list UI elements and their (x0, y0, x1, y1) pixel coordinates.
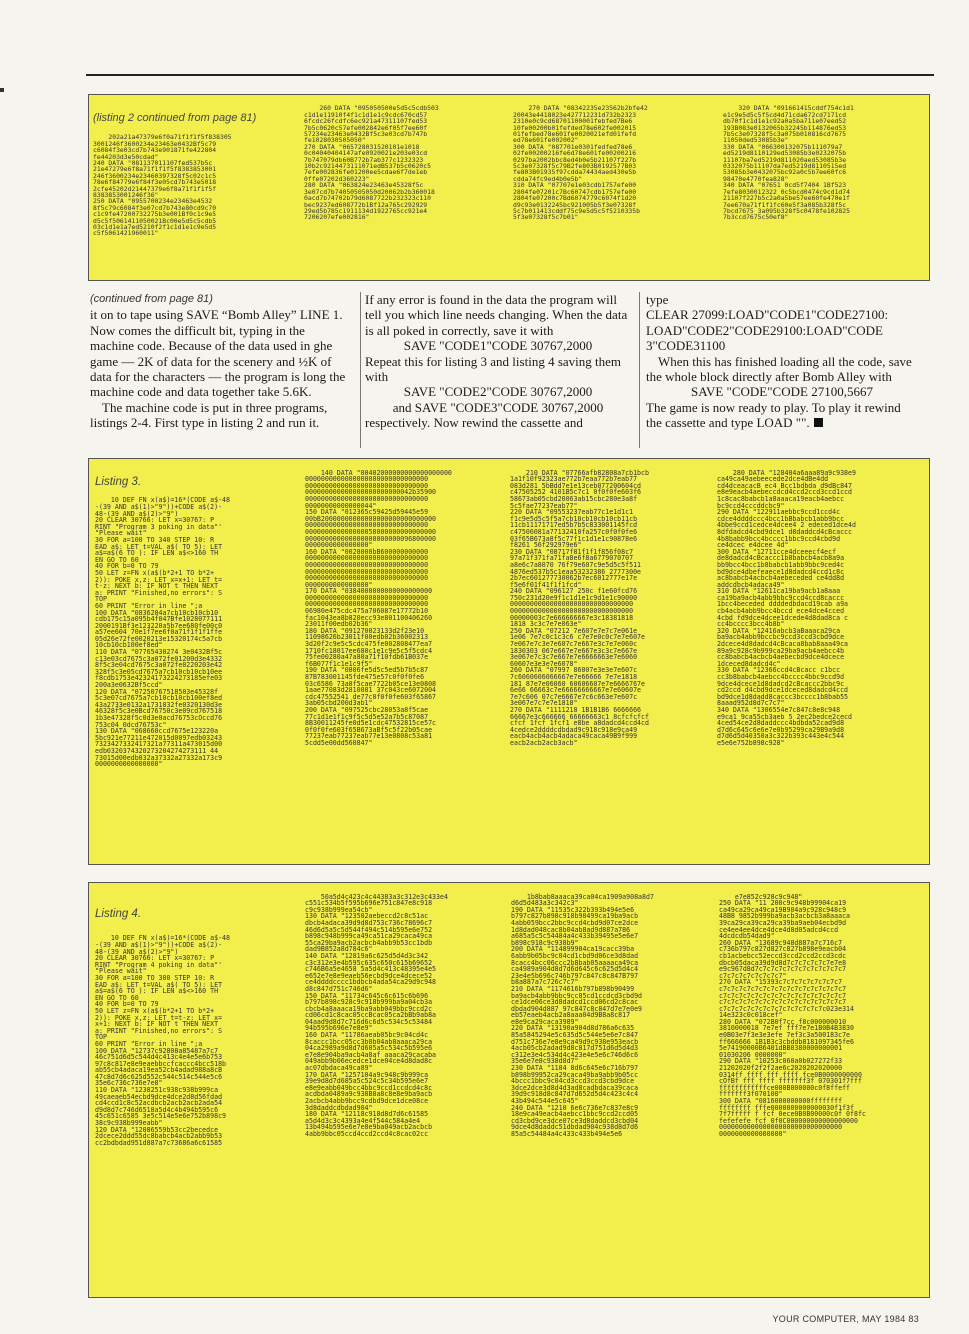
listing-2-code-3: 270 DATA "08342235e23562b2bfe42 20043e4418023e427712231d732b2323 2310e0c9cd68701100001febfed7Be6 10fe00200b01fefded78e602fe002015 01fefbed78e601fe0020021efd01fefd ed78e601fe002002" 300 DATA "087701e0301fedfed78e6 02fe00200216fe6d78e601fe00200216 0297ba2002bbc8ed4b0e5b21107f227b 5c3e07328f5c79B2fe803B0192577B03 fe803B01935f97cdda74434aed430e5b cdda74fc9ed4b0e5b" 310 DATA "07707e1e03cdb1757efe00 2804fe07201c7Bc60747cdb1757efe00 2804fe07200c7Bd6074779c6074f1d20 d9c93e0132245bc921005b5f3e07328f 5c7b011413cddf75c9e5d5c5f5210335b 5f3e07328f5c7b01" (513, 104, 648, 222)
listing-2-continued-header: (listing 2 continued from page 81) (93, 111, 257, 124)
article-column-2 (365, 292, 631, 450)
listing-2-column-1 (93, 99, 296, 243)
listing-4-header: Listing 4. (95, 908, 142, 921)
page-edge-mark (0, 88, 4, 92)
listing-3-column-3 (510, 463, 714, 753)
continued-from-label: (continued from page 81) (90, 293, 213, 305)
listing-4-column-1 (95, 887, 297, 1153)
listing-2-column-2 (304, 99, 507, 227)
listing-2-continued-box (88, 94, 930, 281)
save-command: SAVE "CODE"CODE 27100,5667 (691, 384, 873, 400)
listing-4-code-1: 10 DEF FN x(a$)=16*(CODE a$-48 -(39 AND a$(1)>"9"))+CODE a$(2)- 48-(39 AND a$(2)>"9") 20 CLEAR 30766: LET x=30767: P RINT "Program 4 poking in data"' "Please wait" 30 FOR a=100 TO 300 STEP 10: R EAD a$: LET t=VAL a$( TO 5): LET a$=a$(6 TO ): IF LEN a$<>160 TH EN GO TO 60 40 FOR b=0 TO 79 50 LET z=FN x(a$(b*2+1 TO b*2+ 2)): POKE x,z: LET t=t-z: LET x= x+1: NEXT b: IF NOT t THEN NEXT a: PRINT "Finished,no errors": S TOP 60 PRINT "Error in line ";a 100 DATA "12737c92808a85487a7c7 46c751d6d5c544d4c413c4e4e5e6b753 97c8c817e8e9eaebbccfcaccc4bcc518b ab55cb4adaca19ea52cb4adad988a8cB 47c8d7d6c625d552c544c514c544e5c6 35e6c736c736e7e8" 110 DATA "1238251c938c938b999ca 49caeaeb54ecbd9dce4dce2d8d56fdad cd4ccd1c8c52acdbcb2acb2acb2ada54 d9d8d7c746d6518a5d4c4b494b595c6 45c651c6585 3e5c514e5e6e752b898c9 38c9c938b999eabb" 120 DATA "12086559b53cc2becedce 2dcece2ddd55dc8babcb4acb2abb9b53 cc2bdbdad951d887a7c73686a6c61585 (95, 934, 230, 1147)
top-rule (86, 74, 934, 76)
article-column-3 (646, 292, 918, 450)
listing-3-column-4 (717, 463, 927, 753)
listing-3-code-2: 140 DATA "00402000000000000000000 0000000000000000000000000000000 0000000000000000000000000000000 000000000000000000000000042b35900 0000000000000000000000000000000 00000000000000044" 150 DATA "012365c59425d59445e59 00bB20000000000000000000000000000 0000000000000000000000000000000 000000000000000058000000000000000 000000000000000000000000096800000 0000000000000000" 160 DATA "0028000bB600000000000 0000000000000000000000000000000 0000000000000000000000000000000 0000000000000000000000000000000 0000000000000000000000000000000 0000000000000000" 170 DATA "0384000000000000000000 0000000000000000000000000000000 0000000000000000000000000000000 06980e475cdc475a706087e17772b10 fac1043ea8b820ecc93e801100406260 23011f00edb02b36" 180 DATA "091270023133d2f23e10 11098626b23011f00edb02b36002313 3d20f2c9e5c5cdc475fe002808477ea7 1710fc18017ee680c1e1c9e5c5f5cdc4 75fe00280a47a80a71f10fdb61B037e f6B077f1c1e1c9f5" 190 DATA "0806fe5d5c5ed5b7b5c87 87B783001145fde475e57c0f0f0fe6 03c6586 73a8f5cae7722b05ce13e0808 1aae77083d2810081 37c043ce6072004 cdc47552541 de77c0f0f0fe603f65867 3ab05cbd200d3ab1" 200 DATA "097525cbc28053a8f5cae 77c1d1e1f1c9f5c5d5e52a7b5c87087 8B30011245fe0d5e1cdc47532815ce57c 0f0f0fe603f65B673aBf5c5f22b05cae 77237eab77237eab77e13e0808c53a81 5cdd5e00dd560847" (305, 468, 452, 747)
listing-3-code-3: 210 DATA "07766afb82808a7cb1bcb 1a1f10f92323ae772b7eaa772b7eab77 083d281 5bBdd7e1e13ceb077200604cd c47505252 4101B5c7c1 0f0f0fe603f6 58673ab05cbd20063ab15cbc280e3a8f 5c5fae77237eab77" 220 DATA "09553237eab77c1e1d1c1 f1c9e5d5c5f5a7cb10cb10cb10cb11cb 11cb11171717ed5b7b5c833001145fcd c47506081a77132410fa257c0f0f0fe6 03f65B673a8f5c77f1c1d1e1c90878e6 f8261 56f292979e6" 230 DATA "08717f81f1f1f856f08c7 97a71f371fa71fa8e6f8a6779070707 a8e6c7a8070 76f79e607c9e5d5c5f511 4876ed537b5c1eaa53232386 2777300e 2b7ec601277730062b7ec6012777e17e f5e6f01f41f1f1fcd" 240 DATA "096127 250c f1e60fcd76 750c231d20e9f1c1d1e1c9d1e1c90000 0000000000000000000000000000000 0000000000000000000000000000000 00000003c7e666666667e3c18381818 1818 3c3c7e7e063e" 250 DATA "07212 7e607e7e7c7e061e 1e06 7e7c0c1c3c6 c7e7e0c0c7e7e607e 7e067e7c3e7e607c7e667e3c7e7e060c 1830303 067e667e7e667e3c3c7e667e 3e067e7c3c7e667e7e6666663e7e6060 60607e3e3e7e6078" 260 DATA "07997 86007e3e3e7e607c 7c6060606066667e7e66666 7e7e1818 181 87e7e06060 60606607e7e6666767e 6e66 66663c7e66666666667e7e60607e 7e7c606 07c7e6667e7c6c663e7e607c 3e067e7c7e7e1818" 270 DATA "1111218 1B1B1B6 6666666 66667e3c666666 66666663c1 8cfcfcfcf cfcf 1fcf 1fcf1 e8be a8dadcd4ccd4cd 4cedce2ddddcdbdad9c918c918e9ca49 eacb4acb4acb4adaca49caca49B9f999 eacb2acb2acb3acb" (510, 468, 649, 747)
column-divider (360, 292, 361, 448)
load-command: CLEAR 27099:LOAD"CODE1"CODE27100: LOAD"CODE2"CODE29100:LOAD"CODE 3"CODE31100 (646, 307, 889, 354)
article-paragraph: The machine code is put in three programs, listings 2-4. First type in listing 2 and run it. (90, 399, 328, 431)
article-paragraph: When this has finished loading all the code, save the whole block directly after Bomb Alley with (646, 353, 912, 385)
article-paragraph: If any error is found in the data the program will tell you which line needs changing. When the data is all poked in correctly, save it with (365, 292, 628, 338)
listing-2-code-1: 202a21a47379e6f0a71f1f1f5f838305 3001246f3600234e23463e0432Bf5c79 c6084f3e03cd7b743e901871fe422804 fe44203d3e50cdad" 240 DATA "081137011107fed537b5c 21e47279e6f8a71f1f1f5f8383853001 246f3600234e23460397328f5c02c1c5 78e6f84779e6f84f3e05cd7b743e5018 2cfe45202d21447379e6f8a71f1f1f5f 8383853001246f36" 250 DATA "0955700234e23463e4532 8f5c79c6084f3e07cd7b743e80cd9c70 c1c9fe47200732275b3e001Bf0c1c9e5 d5c5f5061411050021Bc00e5d5c5cdb5 03c1d1e1a7ed5210f2f1c1d1e1c9e5d5 c5f5061421960011" (93, 133, 232, 238)
article-paragraph: it on to tape using SAVE “Bomb Alley” LINE 1. Now comes the difficult bit, typing in the machine code. Because of the data used in ghe game — 2K of data for the scenery and ½K of data for the characters — the program is long the machine code and data together take 5.6K. (90, 307, 346, 400)
listing-4-column-2 (305, 887, 505, 1144)
listing-2-column-4 (723, 99, 929, 227)
page-footer: YOUR COMPUTER, MAY 1984 83 (772, 1314, 919, 1324)
listing-3-code-1: 10 DEF FN x(a$)=16*(CODE a$-48 -(39 AND a$(1)>"9"))+CODE a$(2)- 48-(39 AND a$(2)>"9") 20 CLEAR 30766: LET x=30767: P RINT "Program 3 poking in data"' "Please wait" 30 FOR a=100 TO 340 STEP 10: R EAD a$: LET t=VAL a$( TO 5): LET a$=a$(6 TO ): IF LEN a$<>160 TH EN GO TO 60 40 FOR b=0 TO 79 50 LET z=FN x(a$(b*2+1 TO b*2+ 2)): POKE x,z: LET x=x+1: LET t= t-z: NEXT b: IF NOT t THEN NEXT a: PRINT "Finished,no errors": S TOP 60 PRINT "Error in line ";a 100 DATA "0836204a7cb10cb10cb10 cdb175c15a095b4f047Bfe1028077111 2000191Bf3e123220a5b7ee680fe00c0 a57ee604 70e1f7ee6f0a71f1f1f1ffe 05d26e72fe0020213e15320174c5a7cb 10cb10cb100ef8ed" 110 DATA "07765430274 3e0432Bf5c c13e03cd7675c3a072fe01200d3e4332 8f5c3e04cd7675c3a072fe0220203e42 328f5c3e05cd7675a7cb10cb10cb10ee f8cdb1753e42324173224273185efe03 200a3e0632Bf5ccd" 120 DATA "07250767518503e45328f 5c3e07cd7675a7cb10cb10cb100ef8ed 43a2733e0132a1731832fe0320130d3e 46328f5c3e0Bcd76750c3e09cd767518 1b3e47328f5c0d3e0acd76753cOccd76 753c04 0dcd76753c" 130 DATA "068660ccd7675e123220a 5bc921e77211e472015d0097edb03243 7323427332417321a77311a473015d00 edb0320374320273204274273111 44 73015d00edb032a37332a27332a173c9 0000000000000000" (95, 496, 230, 769)
listing-2-code-4: 320 DATA "091661415cddf754c1d1 e1c9e5d5c5f5cd4d71cda672cd7171cd db70f1c1d1e1c92a0a5ba711e07eed52 193B083e0132065b32245b114876ed53 7b5c3e07328f5c3a075b010816cd7675 11050ded53085b3e" 330 DATA "066300132075b111079a7 ed5219d8110129ed53085b3e0232075b 11107ba7ed5219d811020aed53085b3e 0332075b11107da7ed5219d8110515ed 53085b3e0432075bc92a0c5b7ee60fc6 98470e4770fea828" 340 DATA "07651 0cd5f7404 1Bf523 7efe8030012322 0c5bcd0474c9cd1d74 21107f227b5c2a0a5be57ee60fe470e1f 7ee670a71f1f1fc60e5f3a085b328f5c 7bcd7675 3a095b328f5c0478fe102825 7b3ccd7675c50ef8" (723, 104, 854, 222)
listing-3-box (88, 458, 930, 865)
listing-4-box (88, 882, 930, 1298)
article-paragraph (646, 400, 918, 431)
article-paragraph: respectively. Now rewind the cassette and (365, 415, 583, 431)
listing-4-code-3: 1b8bab8aaaca39ca04ca1909a908a8d7 d6d5d483a3c342c3" 190 DATA "11535c322b393b494e5e6 b797c827b898c918b90499ca19ba9acb 4abb059bcc2bbc9ccd4cbd9d07ce2dce 1d8dad048cac8b04ab8ad9d887a786 a685a5c5c54484a4c433b39495e5e6e7 b898c918c9c938b9" 200 DATA "114899904ca19cacc39ba 6abb9b05bc9c04cd1cbd9d06ce3d8dad 8cacc4bcc06ccc2b8bab05aaaaca49ca ca4989a904d8d7d6d645c6c625d5d4c4 23e4e5b696c746b797c847c8c847B797 b8a887a7c726c7c7" 210 DATA "1174616b797b898b90499 ba9acb4abb9bbc9cc05cd1ccdcd3cbd9d ce1dce06ce3d8dadcd1ccd06cd2c8cac dbdad904d887 97c847c8c847d7e7e0e9 eb57eaeb4acb2a8aaa04d9B8a8c817 e8e9ca29caca3989" 220 DATA "13190a904d8d786a6c635 85a5845294e5c635d5c544e5e6e7c847 d751c736e7e8e9ca49d9c938e953eacb 4acb05cb2adad9d8c817d751d6d5d4d3 c312e3e4c534d4c423e4e5e6c746d6c6 35e6e7e8c938d8d7" 230 DATA "1184 8d6c645e6c716b797 b898b99952ca29caca49ba9abb9b05cc 4bccc1bbc9c04cd3ccd3ccd3cbd9dce 3dce2dce3d8d4d3ad8cadbdaca39caca 39d9c918d8c847d7d652d5d4c423c4c4 43b494c544e5c645" 240 DATA "1210 6e6c736e7c837e8c9 18e9ca49eacb4aebcc1bbc9ccd2ccd05 cd3cbd9ce3dce07ce3d8daddcd3cbd04 9dce4d8daddc51dbdad904c938d8d7d6 85a5c54484a4c433c433b494e5e6 (511, 892, 654, 1138)
listing-4-column-3 (511, 887, 715, 1144)
save-command: and SAVE "CODE3"CODE 30767,2000 (392, 399, 604, 415)
article-column-1 (90, 292, 352, 450)
article-final-sentence: The game is now ready to play. To play it rewind the cassette and type LOAD "". (646, 399, 901, 431)
listing-3-column-2 (305, 463, 503, 753)
article-paragraph: Repeat this for listing 3 and listing 4 saving them with (365, 353, 622, 385)
listing-2-code-2: 260 DATA "095050500e5d5c5cdb503 c1d1e11910f4f1c1d1e1c9cdc670cd57 6fcdc26fcdfc6ec921a47311107fed53 7b5c0620c57efe002842e6f05f7ee60f 57234e23463e0432Bf5c3e03cd7b747b fe1028030505050" 270 DATA "065728031520101e1018 0c04040404147afe0920021e203e03cd 7b747079db60B772b7ab377c1232323 10b2c9214473111071edB537b5c0620c5 7efe002836fe01200ee5cdae6f7de1eb 0ffe07202d360223" 280 DATA "063824e23463e45328f5c 3e07cd7b74050505050d20062b2b360018 0acd7b74702b79d6087722b232323c110 bec9237ed608772b1Bf12a765c292929 29ed5b785c1911134d1922765cc921e4 7206207efe002816" (304, 104, 439, 222)
listing-2-column-3 (513, 99, 718, 227)
listing-3-code-4: 280 DATA "128404a6aaa89a9c938e9 ca49ca49aebeecede2dce4dBe4dd cd4dceacacB ec4 Bcc1bdbda d9dBc847 e8e9eacb4aebeccdcd4ccd2ccd3ccd1ccd 1c8cac8babcb1a8aaaca19eacb4aebcc bc9ccd4cccddcbc9" 290 DATA "122911aebbc9ccd1ccd4c cdce4ddddccc4bcc1bBbabcb1abb9bcc 4bbe9ccd1cedce4dcee4 2 edeced1dce4d 8dfdadcd4cbd9dce1 d8daddcd4cBcaccc 4b8babb9bcc4bcccc1bbc9ccd4cbd9d ce4dcec e4dcee 4d" 300 DATA "12711cce4dceeecf4ecf de8dadcd4cBcaccc1b8babcb4acb8a9a bb9bcc4bcc1b8babcb1abb9bbc9ced4c bd9dce4dbefeaece1d8dadcd4ccd1c8c ac8babcb4acbcb4aebeceded ce4dd8d addcdbcb4adaca49" 310 DATA "12611ca19ba9acb1a8aaa ca19ba9acb4abb9bbc9ccd4ccd8caccc 1bcc4beceded ddddedbdacd19cab a9a cb4acb4abb9bcc4bccd ece4dce4cced 4cbd fd9dce4dcee1dcede4d8dad8ca c cc4bcccc3bcc4b8b" 320 DATA "12416abcb3aBaaaca29ca ba9acb4abb9bccbc9ccd3ccd3cbd9dce 2dcece4d8dadcd4cBcaca8bab8aaa49ca 89a9c928c9b999ca29ba9acb4aebcc4b cc8babcb4acbcb4aebecbd9dce4dcece 1dceced8dadcd4c" 330 DATA "12366ccd4cBcacc c1bcc cc3b8babcb4aebcc4bcccc4bbc9ccd9d 9dce4dcece1d8dadcd2cBcaccc2bbc9c cd2ccd d4cbd9dce1dceced8dadcd4ccd bd9dce1d8dadd8caccc3bcccc1b8bab55 8aaad952d8d7c7c7" 340 DATA "1306554e7c847c8e8c948 e9ca1 9ca55cb3aeb 5 2ec2bedce2cecd 4ced54ce2d8daddccc4bdbda52cad9d8 d7d6c645c6e6e7e0b95299ca29B9a9d8 d7d6d5d40350a3c322b393c443e4c544 e5e6e752b898c928" (717, 468, 856, 747)
end-of-article-square-icon (814, 418, 823, 427)
listing-4-code-4: e7e852c928c9c948" 250 DATA "11 200c9c948b99904ca19 ca49ca29ca49ca19B904a9c928c948c9 48B8 9852b999ba9acb3acbcb3a8aaaca 39ca29ca39ca29ca39ba9aeb04ecbd9d ce4ee4ee4dce4dce4d8d05adcd4ccd 4dcdcdb54dad9" 260 DATA "13689c948d887a7c716c7 c736b797c827d827c827b898e9eacb04 cb1acbebcc52eccd3ccd2ccd2ccd3cdc dbcb05daca39d9d8d7c7c7c7c7c7e7e8 e9c967d8d7c7c7c7c7c7c7c7c7c7c7c7 c7c7c7c7c7c7c7c7" 270 DATA "15393c7c7c7c7c7c7c7c7 c7c7c7c7c7c7c7c7c7c7c7c7c7c7c7c7 c7c7c7c7c7c7c7c7c7c7c7c7c7c7c7c7 c7c7c7c7c7c7c7c7c7c7c7c7c7c7c7c7 c7c7c7c7c7c7c7c7c7c7c7c7c7c023e314 14e323c0c018cef" 280 DATA "072B0f7cc f8c000000010 3810000018 7e7ef fff7e7e1B0B4B3830 e0B03e7f3e3e3efe 7ef3c3a500183c7e ff666666 1B1B3c3cbddb8181097345fe6 5e74190000B6401dBB0380000000001 01030206 0000000" 290 DATA "10253c060a0b027272f33 21202020f2f2f2ae6c2020202020000 0314ff ffff fff ffff fce0B0000000000 cOfBf fff ffff fffffff3f 070301f7fff ffffffffffffce000B000000c0f8ffeff fffffff3f070100" 300 DATA "0816000000000ffffffff ffffffff fffe0000000000000030f1f3f 7f7fffff f fcf 0ece0B0B00000c0f 0f8fc fefefefe fcf 0f0C000000000000000000 0000000000000000000000000000000 0000000000000000" (719, 892, 866, 1138)
listing-4-code-2: 50a5d4c423c4c44383a3c312e3c433e4 c551c534b5f595b696e751c847e8c918 c9c938b999ea54cb" 130 DATA "123502aebeccd2c8c51ac dbcb4adaca39d9d8d753c736c78696c7 46d6d5a5c5d544f494c514b595e6e752 b898c948b999ca49ca51ca29caca49ca 55ca29ba9acb2acbcb4abb9b53cc1bdb dad9B852a8d784c6" 140 DATA "12819a6c625d5d4d3c342 c3c312e3e4b595c635c650c615b69652 c746B6a5e4658 5a5d4c413c48395e4e5 e652e7e8e9eaeb56ecbd9dce4dcece52 ce4ddddcccc1bdbcb4ada54ca29d9c948 d8c847d751c746d6" 150 DATA "11734c645c6c615c6b696 b797b898c928c9c918b999ba9a04cb3a cbcb4a8aaaca19ba9abb049bbc9ccd2c cd06cd1c8cac05ccBcac05ca2bBb9ab8a 04aad9d8d7c716d6c6d5c534c5c53484 94b595b696e7e8e9" 160 DATA "11786aeab05bc9c04cd4c 8caccc1bcc05cc3b8b04ab8aaaca29ca 04ca2989a9d8d7d605a5c534c5b595e6 e7e8e904ba9acb4a8af aaaca29cacaba 049abb9b06ecedce1dce04ce4d8dad8c ac07dbdaca49ca89" 170 DATA "1257104a9c948c9b999ca 39e9d8d7d685a5c524c5c34b595e6e7 e8e9eabb049bcc4bbc9ccd1ccdcd4c8c acdbda0489a9c938B8a8c8e8e9ba9acb 2acbcb4abb9bcc9cdbd9dce1dce08ce 3d8daddcdbdad904" 180 DATA "12118c918d8d7d6c61585 a5d4d3c3c4393a4e4f544c584a4e4 13b494b595e6e7e8e9ba049acb2acbcb 4abb9bbc05ccd4ccd2ccd4c8cac02cc (305, 892, 448, 1138)
save-command: SAVE "CODE1"CODE 30767,2000 (403, 338, 593, 354)
listing-3-column-1 (95, 463, 297, 774)
column-divider (639, 292, 640, 448)
save-command: SAVE "CODE2"CODE 30767,2000 (403, 384, 593, 400)
article-paragraph: type (646, 292, 669, 307)
listing-4-column-4 (719, 887, 927, 1144)
listing-3-header: Listing 3. (95, 476, 142, 489)
